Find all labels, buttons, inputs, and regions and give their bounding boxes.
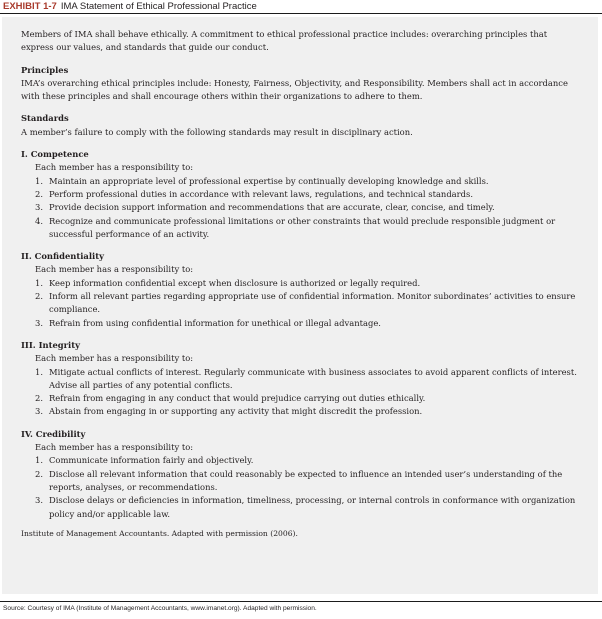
exhibit-header	[3, 0, 257, 14]
intro-paragraph: Members of IMA shall behave ethically. A commitment to ethical professional practice includes: overarching principles that express our values, and standards that guide our conduct.	[21, 29, 548, 53]
item-text: Mitigate actual conflicts of interest. Regularly communicate with business associates to avoid apparent conflicts of interest. Advise all parties of any potential conflicts.	[49, 366, 577, 390]
section-list	[21, 175, 581, 241]
item-text: Provide decision support information and recommendations that are accurate, clear, concise, and timely.	[49, 202, 495, 213]
item-number: 2.	[35, 188, 43, 199]
list-item	[21, 494, 581, 521]
section-lead: Each member has a responsibility to:	[35, 162, 194, 173]
item-text: Disclose delays or deficiencies in information, timeliness, processing, or internal controls in conformance with organization policy and/or applicable law.	[49, 495, 576, 519]
bottom-rule	[0, 601, 602, 602]
section-heading: I. Competence	[21, 149, 89, 160]
item-text: Abstain from engaging in or supporting any activity that might discredit the profession.	[49, 406, 423, 417]
exhibit-title: IMA Statement of Ethical Professional Practice	[60, 1, 257, 12]
list-item	[21, 392, 581, 405]
item-number: 4.	[35, 215, 43, 226]
principles-heading: Principles	[21, 64, 69, 75]
item-text: Perform professional duties in accordance with relevant laws, regulations, and technical standards.	[49, 188, 474, 199]
exhibit-label: EXHIBIT 1-7	[3, 1, 57, 12]
item-number: 2.	[35, 393, 43, 404]
list-item	[21, 277, 581, 290]
section-lead: Each member has a responsibility to:	[35, 264, 194, 275]
item-text: Inform all relevant parties regarding appropriate use of confidential information. Monitor subordinates’ activities to ensure compliance.	[49, 291, 576, 315]
standards-heading: Standards	[21, 113, 69, 124]
section-list	[21, 454, 581, 520]
item-text: Recognize and communicate professional limitations or other constraints that would preclude responsible judgment or successful performance of an activity.	[49, 215, 556, 239]
item-text: Communicate information fairly and objectively.	[49, 455, 254, 466]
section-competence	[21, 148, 581, 241]
section-confidentiality	[21, 250, 581, 330]
statement-content	[21, 28, 581, 540]
item-number: 1.	[35, 175, 43, 186]
item-text: Refrain from using confidential information for unethical or illegal advantage.	[49, 317, 381, 328]
section-heading: III. Integrity	[21, 339, 80, 350]
item-number: 2.	[35, 468, 43, 479]
source-line: Source: Courtesy of IMA (Institute of Management Accountants, www.imanet.org). Adapted with permission.	[3, 605, 317, 612]
item-number: 1.	[35, 455, 43, 466]
list-item	[21, 366, 581, 393]
item-number: 3.	[35, 202, 43, 213]
section-lead: Each member has a responsibility to:	[35, 353, 194, 364]
item-number: 3.	[35, 406, 43, 417]
section-integrity	[21, 339, 581, 419]
top-rule	[0, 13, 602, 14]
section-lead: Each member has a responsibility to:	[35, 442, 194, 453]
standards-text: A member’s failure to comply with the following standards may result in disciplinary action.	[21, 126, 413, 137]
item-text: Keep information confidential except when disclosure is authorized or legally required.	[49, 277, 421, 288]
section-heading: IV. Credibility	[21, 428, 86, 439]
list-item	[21, 201, 581, 214]
section-heading: II. Confidentiality	[21, 251, 104, 262]
section-credibility	[21, 428, 581, 521]
item-number: 3.	[35, 495, 43, 506]
principles-text: IMA’s overarching ethical principles include: Honesty, Fairness, Objectivity, and Responsibility. Members shall act in accordance with these principles and shall encourage others within their organizations to adhere to them.	[21, 77, 568, 102]
item-number: 1.	[35, 277, 43, 288]
list-item	[21, 175, 581, 188]
list-item	[21, 317, 581, 330]
item-number: 2.	[35, 291, 43, 302]
item-number: 3.	[35, 317, 43, 328]
item-text: Refrain from engaging in any conduct that would prejudice carrying out duties ethically.	[49, 393, 426, 404]
statement-panel	[2, 17, 598, 594]
item-text: Maintain an appropriate level of professional expertise by continually developing knowledge and skills.	[49, 175, 489, 186]
item-text: Disclose all relevant information that could reasonably be expected to influence an intended user’s understanding of the reports, analyses, or recommendations.	[49, 468, 563, 492]
list-item	[21, 215, 581, 242]
list-item	[21, 454, 581, 467]
ima-credit: Institute of Management Accountants. Adapted with permission (2006).	[21, 528, 298, 538]
list-item	[21, 468, 581, 495]
section-list	[21, 277, 581, 330]
section-list	[21, 366, 581, 419]
list-item	[21, 188, 581, 201]
list-item	[21, 405, 581, 418]
list-item	[21, 290, 581, 317]
item-number: 1.	[35, 366, 43, 377]
